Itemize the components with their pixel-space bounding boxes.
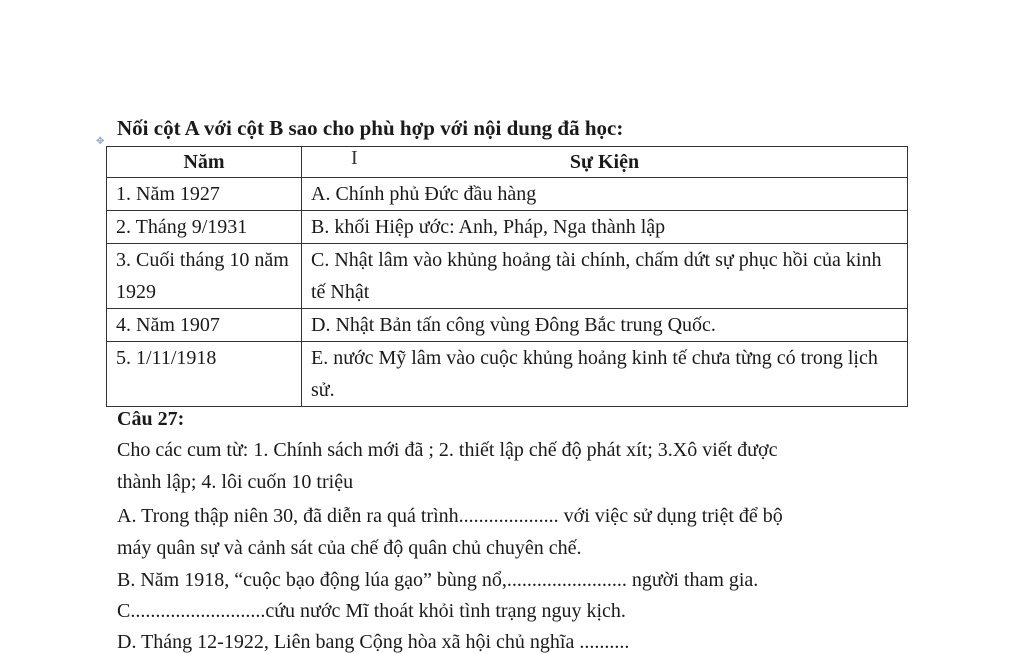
text-cursor-icon: I — [351, 147, 358, 169]
column-b-cell: E. nước Mỹ lâm vào cuộc khủng hoảng kinh tế chưa từng có trong lịch sử. — [302, 342, 908, 407]
question-item-a-cont: máy quân sự và cảnh sát của chế độ quân chủ chuyên chế. — [117, 537, 582, 559]
header-event: Sự Kiện — [302, 147, 908, 178]
question-intro-line: thành lập; 4. lôi cuốn 10 triệu — [117, 471, 354, 493]
question-item-c: C...........................cứu nước Mĩ thoát khỏi tình trạng nguy kịch. — [117, 600, 626, 622]
column-a-cell: 3. Cuối tháng 10 năm 1929 — [107, 244, 302, 309]
instruction-heading: Nối cột A với cột B sao cho phù hợp với nội dung đã học: — [117, 116, 624, 140]
table-row — [107, 342, 908, 407]
table-row — [107, 178, 908, 211]
column-a-cell: 1. Năm 1927 — [107, 178, 302, 211]
table-row — [107, 211, 908, 244]
table-row — [107, 309, 908, 342]
column-a-cell: 4. Năm 1907 — [107, 309, 302, 342]
column-a-cell: 2. Tháng 9/1931 — [107, 211, 302, 244]
question-title: Câu 27: — [117, 408, 185, 430]
question-item-a: A. Trong thập niên 30, đã diễn ra quá trình.................... với việc sử dụng triệt để bộ — [117, 505, 783, 527]
column-b-cell: B. khối Hiệp ước: Anh, Pháp, Nga thành lập — [302, 211, 908, 244]
question-item-b: B. Năm 1918, “cuộc bạo động lúa gạo” bùng nổ,........................ người tham gia. — [117, 569, 759, 591]
matching-table — [106, 146, 908, 407]
question-intro-line: Cho các cum từ: 1. Chính sách mới đã ; 2. thiết lập chế độ phát xít; 3.Xô viết được — [117, 439, 778, 461]
column-b-cell: A. Chính phủ Đức đầu hàng — [302, 178, 908, 211]
column-b-cell: D. Nhật Bản tấn công vùng Đông Bắc trung Quốc. — [302, 309, 908, 342]
column-b-cell: C. Nhật lâm vào khủng hoảng tài chính, chấm dứt sự phục hồi của kinh tế Nhật — [302, 244, 908, 309]
header-year: Năm — [107, 147, 302, 178]
table-move-handle-icon[interactable]: ✥ — [96, 136, 105, 147]
table-header-row — [107, 147, 908, 178]
table-row — [107, 244, 908, 309]
column-a-cell: 5. 1/11/1918 — [107, 342, 302, 407]
question-item-d: D. Tháng 12-1922, Liên bang Cộng hòa xã hội chủ nghĩa .......... — [117, 631, 630, 653]
